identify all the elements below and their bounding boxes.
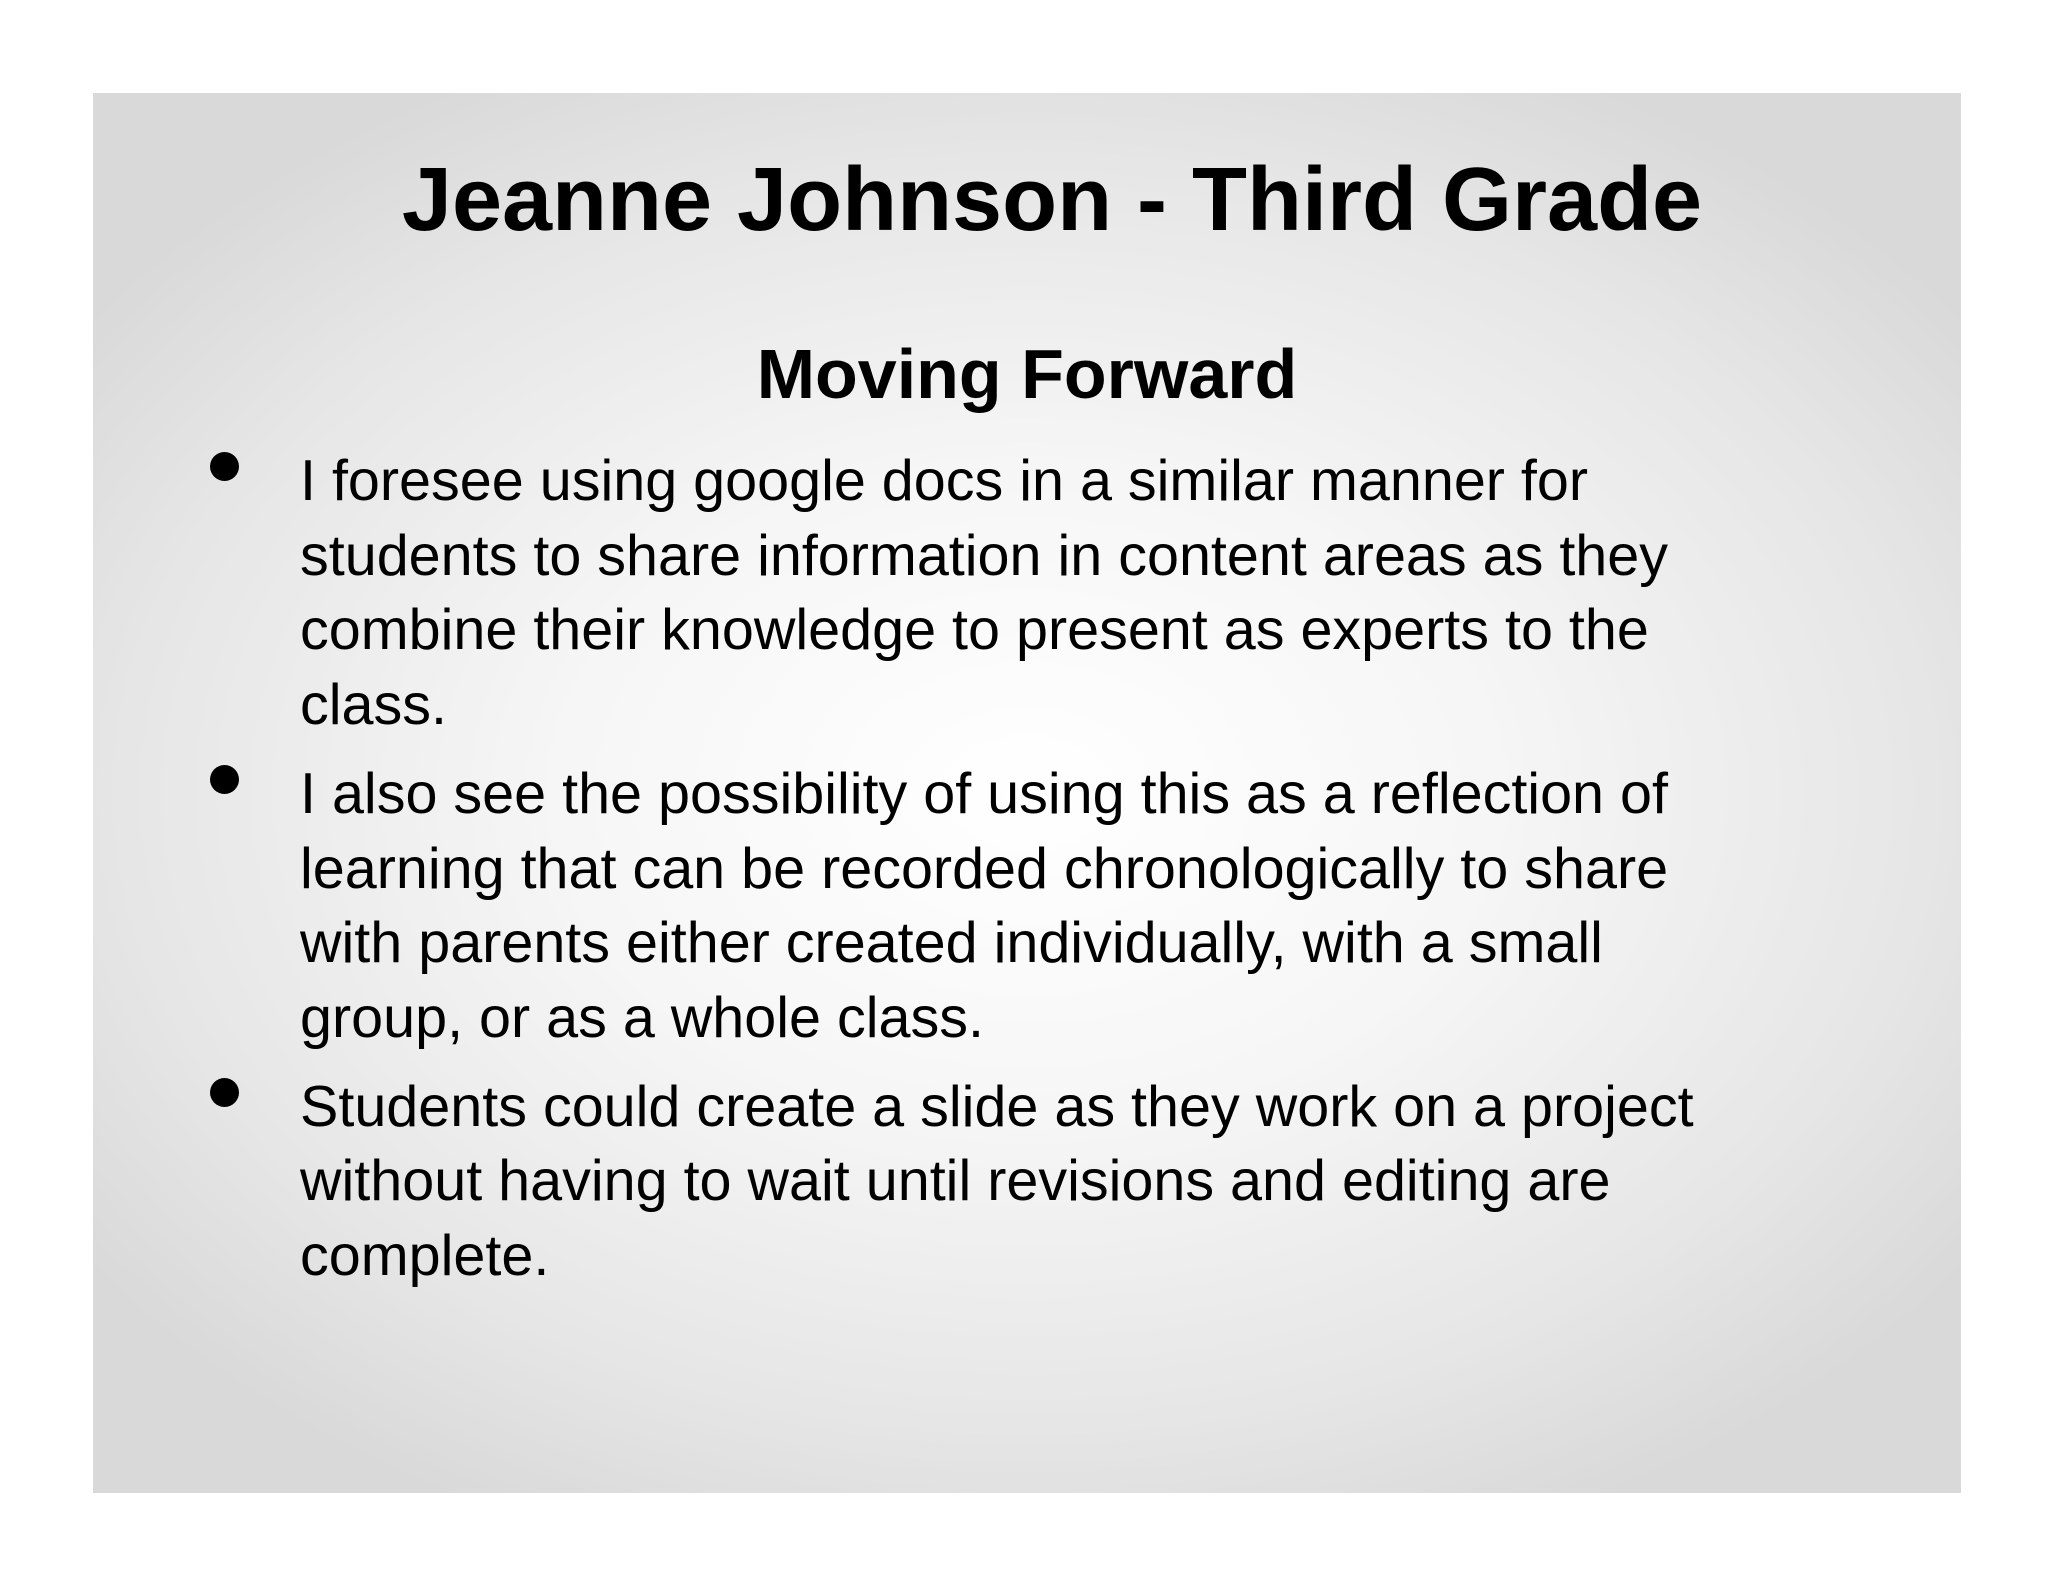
bullet-line: class.	[300, 673, 447, 738]
bullet-line: group, or as a whole class.	[300, 985, 984, 1050]
bullet-item	[300, 444, 1940, 743]
bullet-line: students to share information in content areas as they	[300, 523, 1669, 588]
bullet-line: complete.	[300, 1224, 550, 1289]
bullet-list	[300, 444, 1940, 1308]
bullet-line: I foresee using google docs in a similar manner for	[300, 449, 1589, 513]
bullet-dot-icon	[210, 1078, 239, 1107]
bullet-line: without having to wait until revisions and editing are	[300, 1149, 1611, 1214]
slide-subtitle: Moving Forward	[756, 335, 1298, 413]
bullet-item	[300, 1070, 1940, 1294]
slide-title: Jeanne Johnson - Third Grade	[401, 150, 1703, 250]
bullet-line: with parents either created individually, with a small	[300, 911, 1603, 976]
bullet-item	[300, 757, 1940, 1056]
bullet-line: I also see the possibility of using this as a reflection of	[300, 761, 1668, 826]
slide	[93, 93, 1961, 1493]
bullet-dot-icon	[210, 765, 239, 794]
bullet-line: combine their knowledge to present as experts to the	[300, 598, 1649, 663]
bullet-line: learning that can be recorded chronologically to share	[300, 836, 1669, 901]
bullet-line: Students could create a slide as they work on a project	[300, 1074, 1694, 1139]
bullet-dot-icon	[210, 452, 239, 481]
